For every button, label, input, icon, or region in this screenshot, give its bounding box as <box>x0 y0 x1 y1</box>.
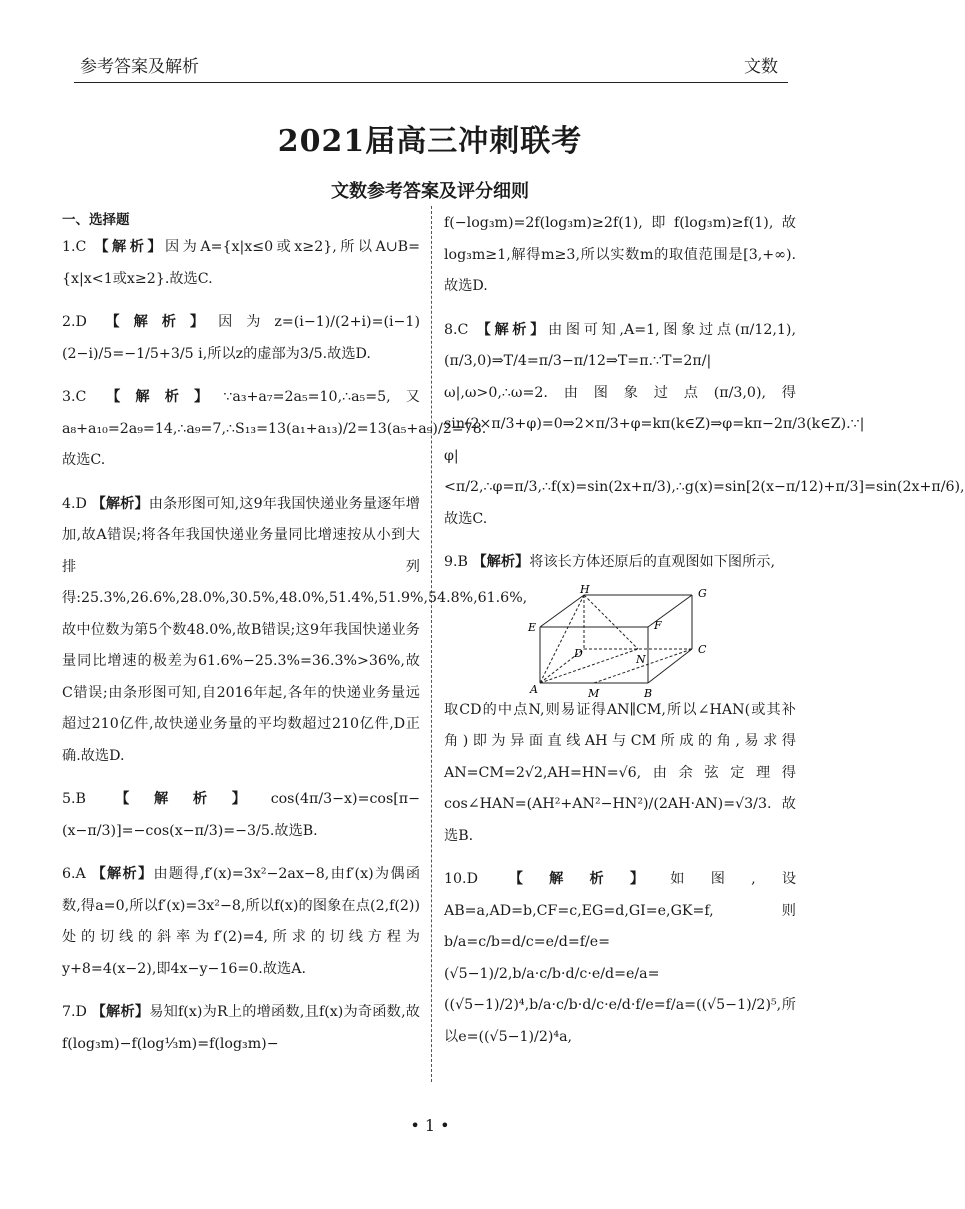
item-number: 5.B <box>62 791 86 807</box>
item-text: ∵a₃+a₇=2a₅=10,∴a₅=5,又a₈+a₁₀=2a₉=14,∴a₉=7,∴S₁₃=13(a₁+a₁₃)/2=13(a₅+a₉)/2=78.故选C. <box>62 389 487 468</box>
item-number: 10.D <box>444 871 478 887</box>
answer-item <box>62 232 420 295</box>
header-left: 参考答案及解析 <box>80 57 199 77</box>
column-divider <box>431 206 432 1082</box>
spacer <box>444 535 796 547</box>
item-number: 4.D <box>62 495 87 512</box>
figure-edge <box>540 595 584 627</box>
analysis-tag: 【解析】 <box>94 239 166 255</box>
item-text: 将该长方体还原后的直观图如下图所示, <box>529 554 775 570</box>
figure-label: N <box>636 652 646 666</box>
figure-edge <box>648 649 692 683</box>
item-number: 3.C <box>62 389 87 405</box>
analysis-tag: 【解析】 <box>476 321 549 338</box>
figure-label: F <box>654 618 662 632</box>
figure-label: G <box>698 586 707 600</box>
answer-item <box>444 547 796 579</box>
spacer <box>62 295 420 307</box>
section-heading: 一、选择题 <box>62 212 130 228</box>
item-text: 易知f(x)为R上的增函数,且f(x)为奇函数,故f(log₃m)−f(log⅓m)=f(log₃m)− <box>62 1004 420 1052</box>
item-text: 由图可知,A=1,图象过点(π/12,1),(π/3,0)⇒T/4=π/3−π/12⇒T=π.∵T=2π/|ω|,ω>0,∴ω=2.由图象过点(π/3,0),得sin(2×π/3+φ)=0⇒2×π/3+φ=kπ(k∈Z)⇒φ=kπ−2π/3(k∈Z).∵|φ|<π/2,∴φ=π/3,∴f(x)=sin(2x+π/3),∴g(x)=sin[2(x−π/12)+π/3]=sin(2x+π/6),故选C. <box>444 321 965 527</box>
answer-item <box>62 997 420 1060</box>
item-text: 如图,设AB=a,AD=b,CF=c,EG=d,GI=e,GK=f,则b/a=c/b=d/c=e/d=f/e=(√5−1)/2,b/a·c/b·d/c·e/d=e/a=((√5−1)/2)⁴,b/a·c/b·d/c·e/d·f/e=f/a=((√5−1)/2)⁵,所以e=((√5−1)/2)⁴a, <box>444 871 797 1045</box>
right-column <box>444 208 965 1053</box>
analysis-tag: 【解析】 <box>508 871 671 887</box>
item-text: 因为A={x|x≤0或x≥2},所以A∪B={x|x<1或x≥2}.故选C. <box>62 239 420 287</box>
answer-item <box>62 382 487 477</box>
item-text: 由条形图可知,这9年我国快递业务量逐年增加,故A错误;将各年我国快递业务量同比增速按从小到大排列得:25.3%,26.6%,28.0%,30.5%,48.0%,51.4%,51.9%,54.8%,61.6%,故中位数为第5个数48.0%,故B错误;这9年我国快递业务量同比增速的极差为61.6%−25.3%=36.3%>36%,故C错误;由条形图可知,自2016年起,各年的快递业务量远超过210亿件,故快递业务量的平均数超过210亿件,D正确.故选D. <box>62 495 528 764</box>
analysis-tag: 【解析】 <box>91 495 149 512</box>
analysis-tag: 【解析】 <box>115 791 271 807</box>
spacer <box>62 477 420 489</box>
analysis-tag: 【解析】 <box>91 1004 150 1020</box>
page-title: 2021届高三冲刺联考 <box>277 124 583 159</box>
answer-item <box>444 695 796 853</box>
item-text: 由题得,f′(x)=3x²−2ax−8,由f′(x)为偶函数,得a=0,所以f′(x)=3x²−8,所以f(x)的图象在点(2,f(2))处的切线的斜率为f′(2)=4,所求的切线方程为y+8=4(x−2),即4x−y−16=0.故选A. <box>62 866 421 977</box>
item-number: 2.D <box>62 314 87 330</box>
spacer <box>62 847 420 859</box>
cuboid-figure <box>444 582 796 700</box>
page-number: • 1 • <box>410 1116 450 1135</box>
analysis-tag: 【解析】 <box>105 314 219 330</box>
item-number: 9.B <box>444 554 468 570</box>
item-number: 6.A <box>62 866 86 882</box>
spacer <box>444 303 796 315</box>
figure-label: C <box>698 642 707 656</box>
answer-item <box>444 208 796 303</box>
item-text: cos(4π/3−x)=cos[π−(x−π/3)]=−cos(x−π/3)=−3/5.故选B. <box>62 791 420 839</box>
item-number: 7.D <box>62 1004 87 1020</box>
item-text: f(−log₃m)=2f(log₃m)≥2f(1),即f(log₃m)≥f(1),故log₃m≥1,解得m≥3,所以实数m的取值范围是[3,+∞).故选D. <box>444 215 796 294</box>
page-subtitle: 文数参考答案及评分细则 <box>331 181 529 202</box>
spacer <box>444 852 796 864</box>
figure-label: M <box>588 686 600 700</box>
item-text: 取CD的中点N,则易证得AN∥CM,所以∠HAN(或其补角)即为异面直线AH与CM所成的角,易求得AN=CM=2√2,AH=HN=√6,由余弦定理得cos∠HAN=(AH²+AN²−HN²)/(2AH·AN)=√3/3.故选B. <box>444 701 796 844</box>
spacer <box>62 772 420 784</box>
figure-label: A <box>530 682 538 696</box>
answer-item <box>62 859 420 985</box>
item-number: 1.C <box>62 239 87 255</box>
analysis-tag: 【解析】 <box>106 389 224 405</box>
spacer <box>62 370 420 382</box>
figure-edge <box>540 595 584 683</box>
figure-label: D <box>574 646 583 660</box>
item-number: 8.C <box>444 321 469 338</box>
spacer <box>62 985 420 997</box>
answer-item <box>444 315 965 536</box>
right-answer-list <box>444 208 965 1053</box>
analysis-tag: 【解析】 <box>91 866 154 882</box>
figure-label: B <box>644 686 653 700</box>
figure-edge <box>584 595 638 649</box>
answer-item <box>62 784 420 847</box>
item-text: 因为z=(i−1)/(2+i)=(i−1)(2−i)/5=−1/5+3/5 i,所以z的虚部为3/5.故选D. <box>62 314 420 362</box>
figure-label: H <box>580 582 590 596</box>
answer-item <box>444 864 796 1053</box>
header-right: 文数 <box>744 57 778 77</box>
figure-label: E <box>528 620 537 634</box>
header-rule <box>74 82 788 83</box>
answer-item <box>62 307 420 370</box>
analysis-tag: 【解析】 <box>472 554 530 570</box>
